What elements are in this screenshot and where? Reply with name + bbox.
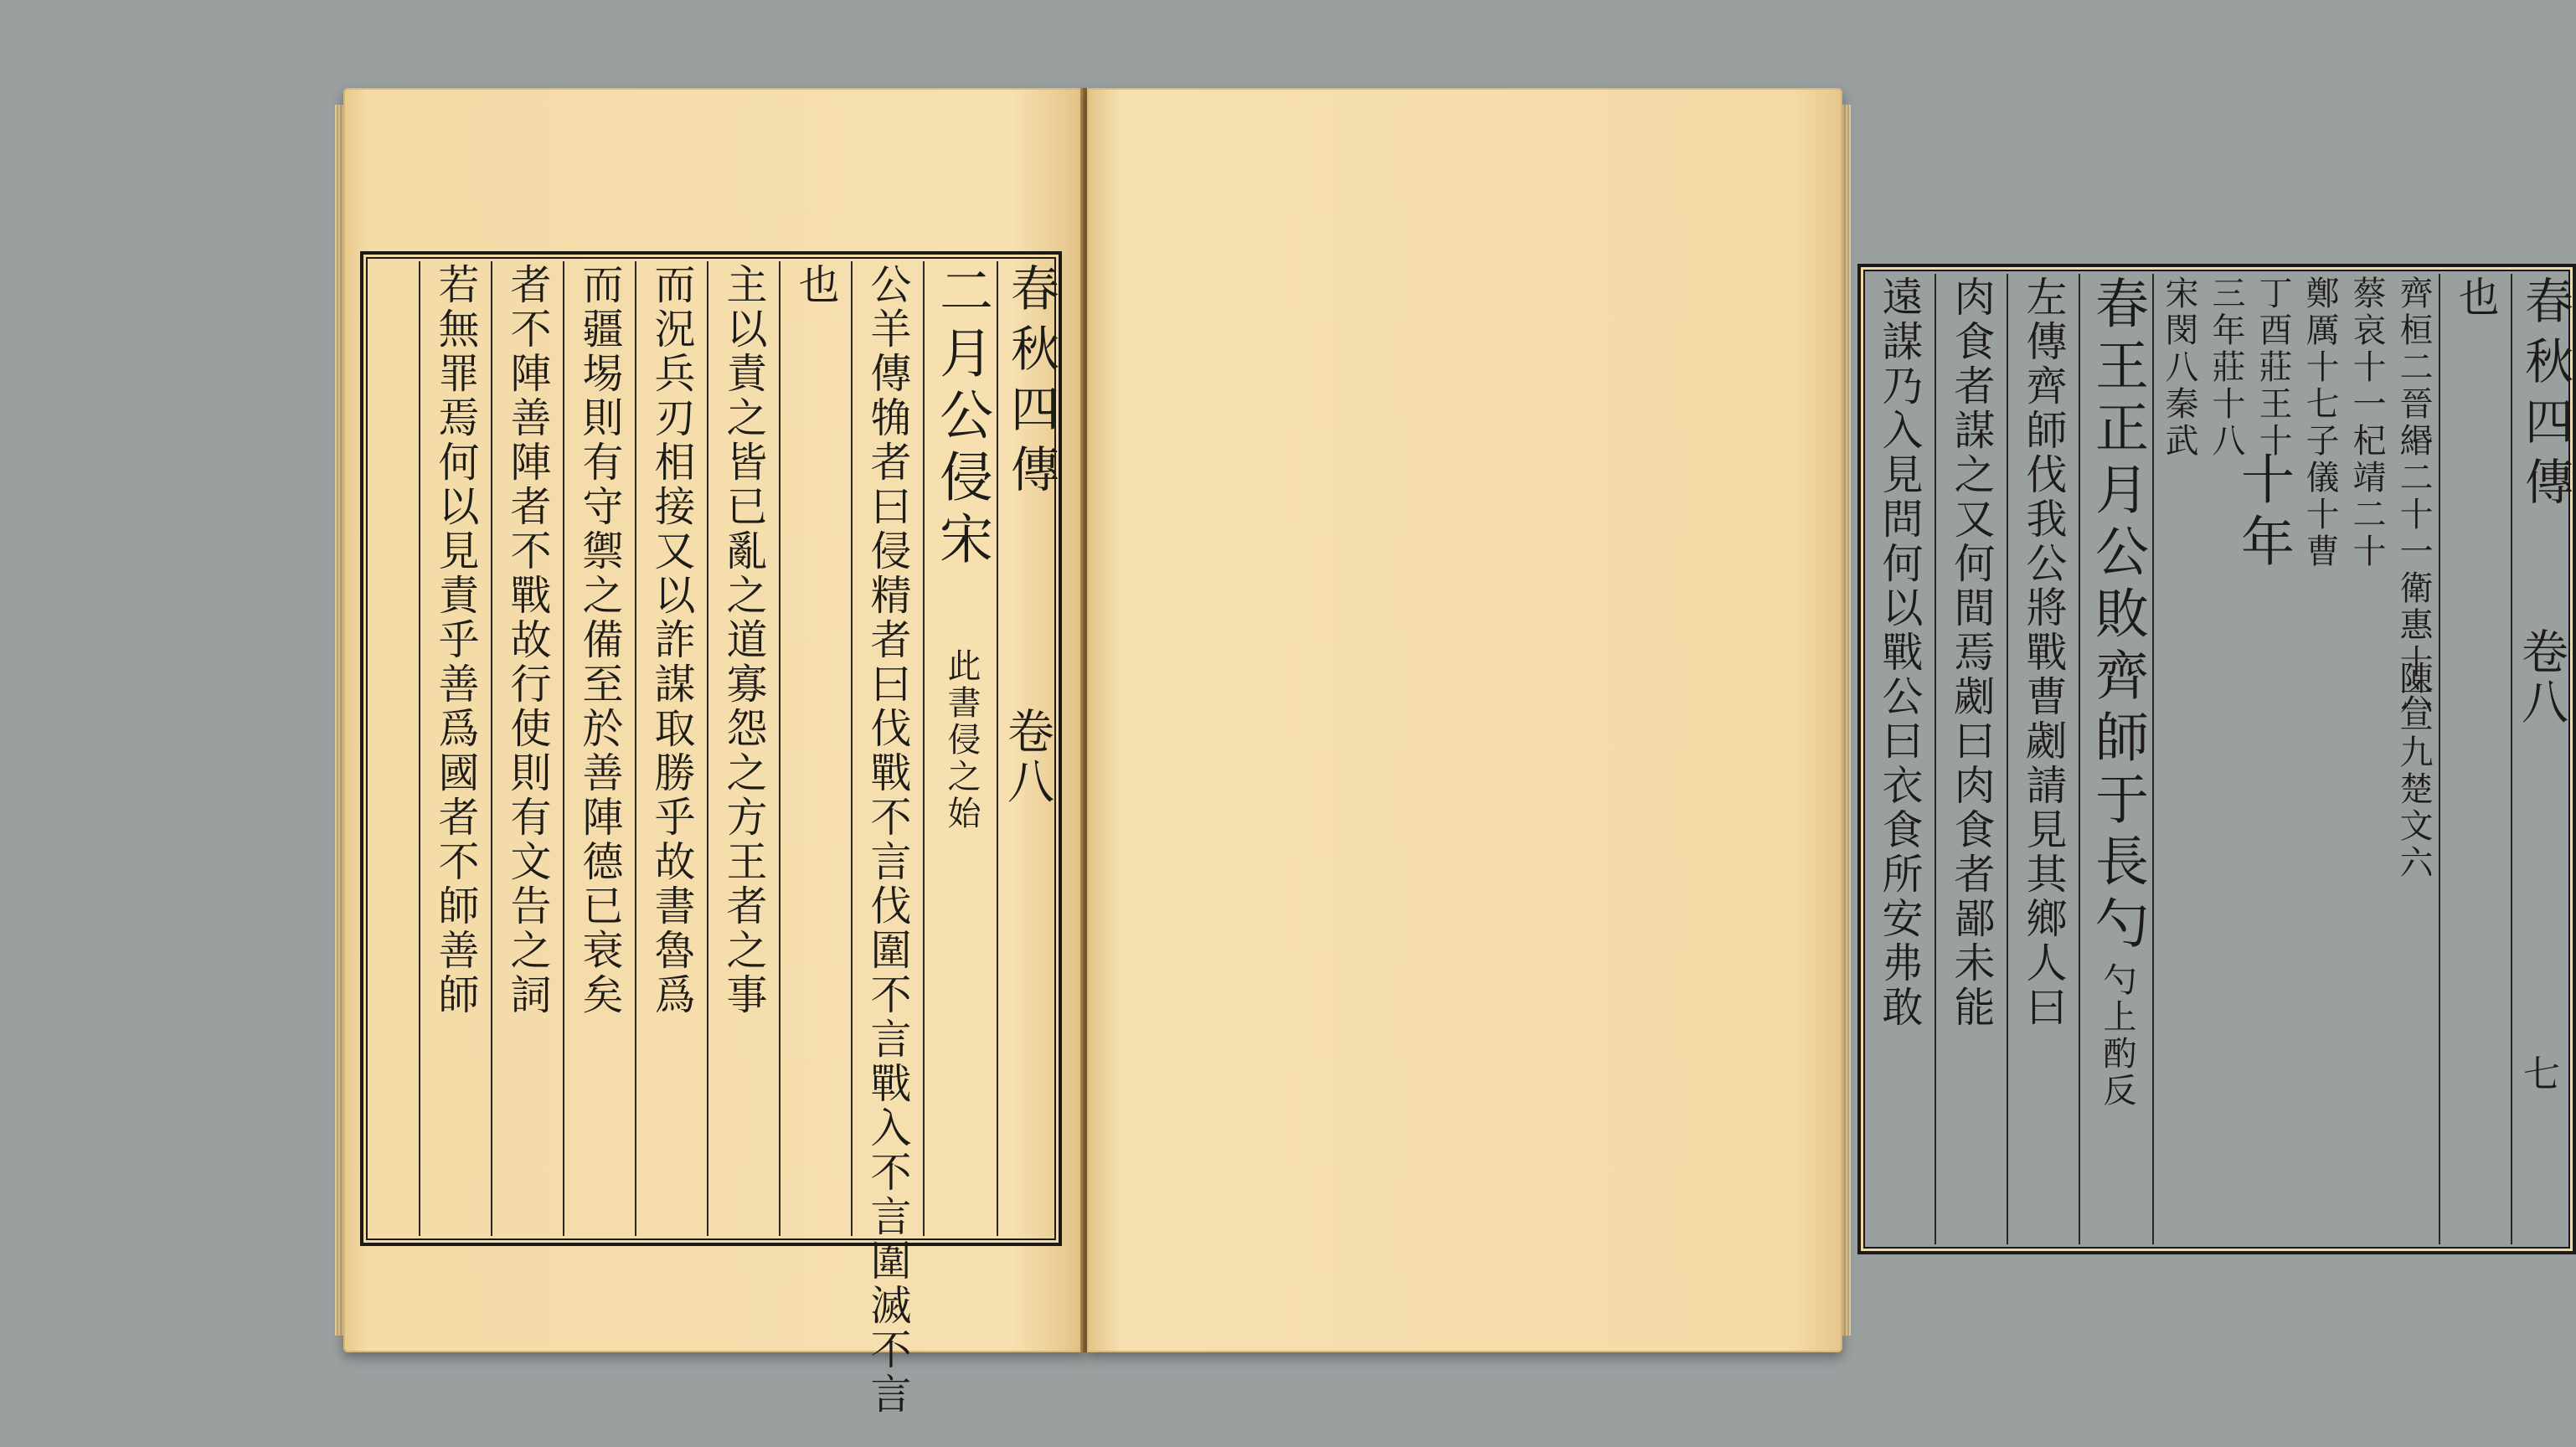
chronology-col-5: 丁酉莊王十 (2254, 275, 2292, 460)
right-page (1087, 88, 2573, 1352)
open-book (343, 88, 2573, 1417)
column-rule (1935, 274, 1936, 1244)
left-title-band: 春秋四傳 (1002, 263, 1059, 504)
left-col-11: 主以責之皆已亂之道寡怨之方王者之事 (720, 263, 768, 1017)
left-header-note: 此書侵之始 (942, 648, 981, 832)
column-rule (2152, 274, 2154, 1244)
entry-heading: 春王正月公敗齊師于長勺 (2086, 275, 2148, 957)
entry-note: 勺上酌反 (2098, 962, 2136, 1110)
right-col-2: 肉食者謀之又何間焉劌曰肉食者鄙未能 (1948, 275, 1996, 1030)
left-page (343, 88, 1084, 1417)
column-rule (779, 261, 781, 1236)
right-title-band: 春秋四傳 (2517, 275, 2573, 517)
chronology-col-2: 蔡哀十一杞靖二十 (2347, 275, 2386, 570)
column-rule (851, 261, 853, 1236)
year-heading: 十年 (2232, 451, 2294, 575)
column-rule (997, 261, 998, 1236)
chronology-col-1: 齊桓二晉緡二十一衛惠十六 (2394, 275, 2433, 718)
column-rule (2511, 274, 2512, 1244)
left-col-12: 也 (792, 263, 840, 307)
left-col-9: 而疆埸則有守禦之備至於善陣德已衰矣 (576, 263, 624, 1017)
left-col-8: 者不陣善陣者不戰故行使則有文告之詞 (504, 263, 552, 1017)
right-col-1: 左傳齊師伐我公將戰曹劌請見其鄉人曰 (2020, 275, 2068, 1030)
chronology-col-6: 三年莊十八 (2207, 275, 2245, 460)
left-page-frame (360, 251, 1062, 1417)
column-rule (2007, 274, 2008, 1244)
column-rule (923, 261, 925, 1236)
column-rule (491, 261, 492, 1236)
chronology-col-4: 陳宣九楚文六 (2394, 661, 2433, 882)
column-rule (2439, 274, 2440, 1244)
page-number: 七 (2517, 1054, 2559, 1091)
left-volume-label: 卷八 (1000, 707, 1054, 807)
chronology-col-3: 鄭厲十七子儀十曹 (2300, 275, 2339, 570)
column-rule (563, 261, 564, 1236)
column-rule (635, 261, 636, 1236)
left-col-7: 若無罪焉何以見責乎善爲國者不師善師 (432, 263, 480, 1017)
left-col-13: 公羊傳觕者曰侵精者曰伐戰不言伐圍不言戰入不言圍滅不言 (864, 263, 912, 1417)
right-page-frame (1857, 264, 2576, 1254)
column-rule (419, 261, 420, 1236)
chronology-col-7: 宋閔八秦武 (2160, 275, 2198, 460)
column-rule (2079, 274, 2080, 1244)
left-col-10: 而況兵刃相接又以詐謀取勝乎故書魯爲 (648, 263, 696, 1017)
right-col-3: 遠謀乃入見問何以戰公曰衣食所安弗敢 (1876, 275, 1924, 1030)
column-rule (707, 261, 708, 1236)
leading-char: 也 (2452, 275, 2500, 320)
left-header-entry: 二月公侵宋 (930, 263, 992, 573)
right-volume-label: 卷八 (2514, 627, 2568, 728)
